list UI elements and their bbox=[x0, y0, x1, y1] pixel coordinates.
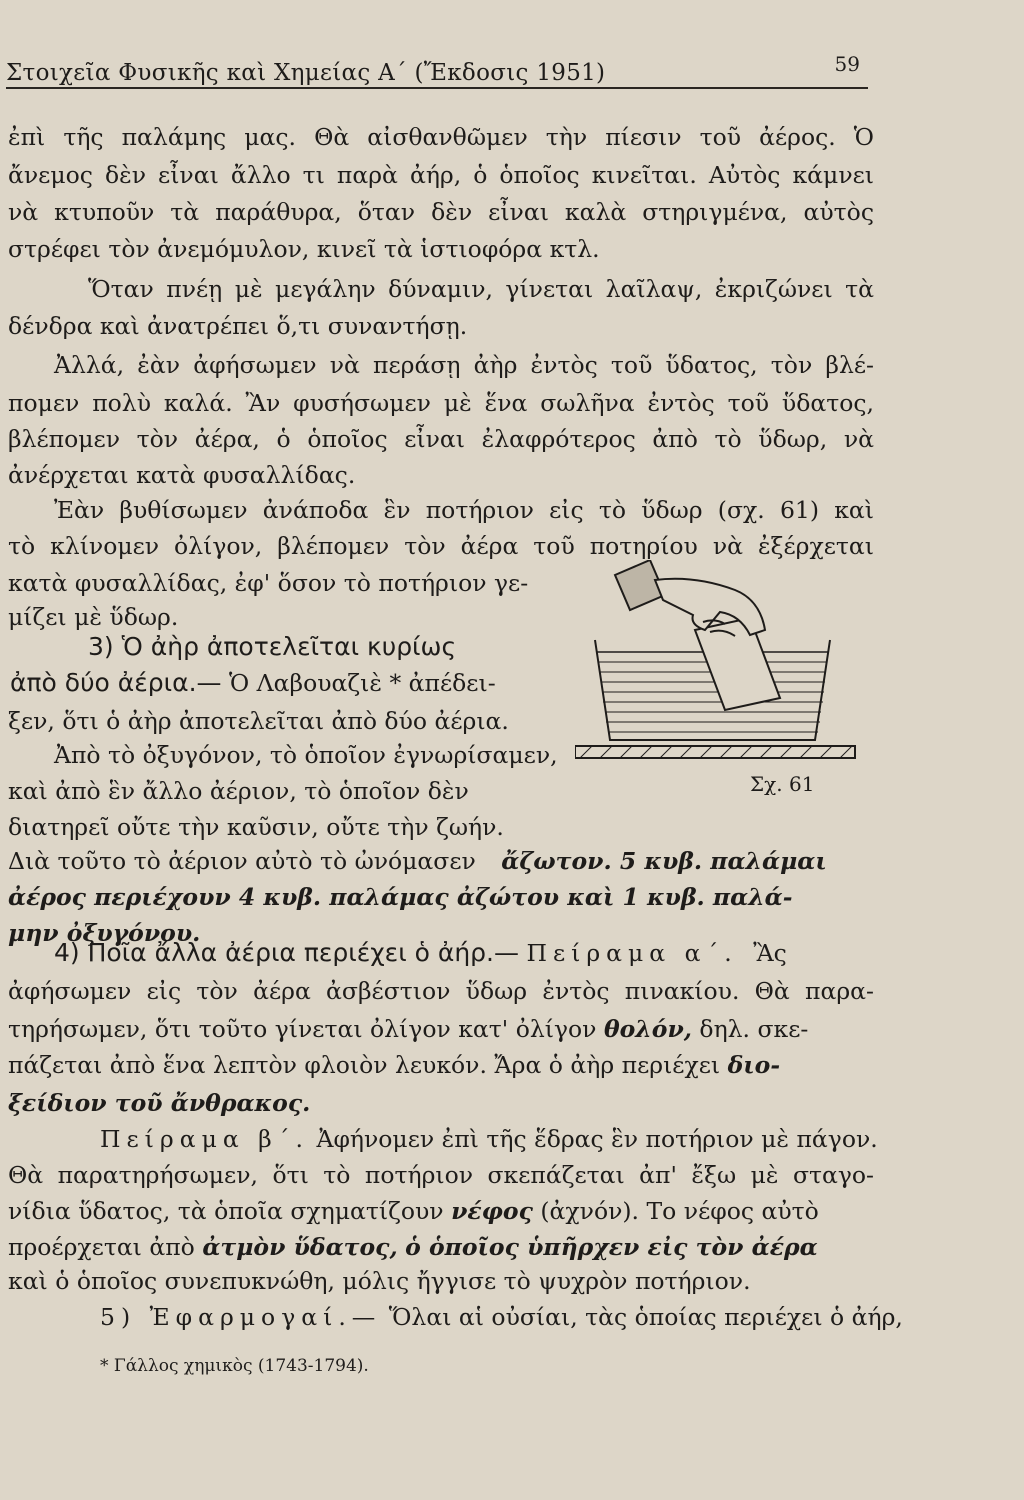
text-line: ξεν, ὅτι ὁ ἀὴρ ἀποτελεῖται ἀπὸ δύο ἀέρια. bbox=[8, 707, 509, 735]
text-line: δένδρα καὶ ἀνατρέπει ὅ,τι συναντήσῃ. bbox=[8, 312, 468, 340]
bold-line: μην ὀξυγόνου. bbox=[8, 919, 201, 947]
text-line: νὰ κτυποῦν τὰ παράθυρα, ὅταν δὲν εἶναι καλὰ στηριγμένα, αὐτὸς bbox=[8, 198, 874, 226]
text-line: κατὰ φυσαλλίδας, ἐφ' ὅσον τὸ ποτήριον γε- bbox=[8, 569, 529, 597]
text-span: νίδια ὕδατος, τὰ ὁποῖα σχηματίζουν bbox=[8, 1197, 444, 1225]
figure-caption: Σχ. 61 bbox=[750, 772, 815, 796]
text-span: Διὰ τοῦτο τὸ ἀέριον αὐτὸ τὸ ὠνόμασεν bbox=[8, 847, 476, 875]
text-line: Ἐὰν βυθίσωμεν ἀνάποδα ἓν ποτήριον εἰς τὸ ὕδωρ (σχ. 61) καὶ bbox=[54, 496, 874, 524]
text-line bbox=[8, 1050, 874, 1080]
text-line: ἀφήσωμεν εἰς τὸν ἀέρα ἀσβέστιον ὕδωρ ἐντὸς πινακίου. Θὰ παρα- bbox=[8, 977, 874, 1005]
section-heading-line bbox=[10, 668, 496, 698]
text-line bbox=[8, 846, 874, 876]
header-title: Στοιχεῖα Φυσικῆς καὶ Χημείας Α΄ (Ἔκδοσις 1951) bbox=[6, 60, 606, 86]
text-line bbox=[8, 1232, 874, 1262]
text-line: πομεν πολὺ καλά. Ἂν φυσήσωμεν μὲ ἕνα σωλῆνα ἐντὸς τοῦ ὕδατος, bbox=[8, 389, 874, 417]
text-line: τὸ κλίνομεν ὀλίγον, βλέπομεν τὸν ἀέρα τοῦ ποτηρίου νὰ ἐξέρχεται bbox=[8, 532, 874, 560]
section-heading: ἀπὸ δύο ἀέρια.— bbox=[10, 668, 222, 697]
text-line: στρέφει τὸν ἀνεμόμυλον, κινεῖ τὰ ἱστιοφόρα κτλ. bbox=[8, 235, 600, 263]
text-span: Ἀφήνομεν ἐπὶ τῆς ἕδρας ἓν ποτήριον μὲ πάγον. bbox=[316, 1125, 878, 1153]
text-line: Ἀπὸ τὸ ὀξυγόνον, τὸ ὁποῖον ἐγνωρίσαμεν, bbox=[54, 741, 558, 769]
bold-line: ξείδιον τοῦ ἄνθρακος. bbox=[8, 1089, 311, 1117]
text-line: διατηρεῖ οὔτε τὴν καῦσιν, οὔτε τὴν ζωήν. bbox=[8, 813, 504, 841]
text-span: Ὁ Λαβουαζιὲ * ἀπέδει- bbox=[229, 669, 496, 697]
text-line bbox=[8, 1196, 874, 1226]
bold-term: θολόν, bbox=[603, 1015, 692, 1043]
text-line bbox=[100, 1302, 903, 1332]
text-line: βλέπομεν τὸν ἀέρα, ὁ ὁποῖος εἶναι ἐλαφρότερος ἀπὸ τὸ ὕδωρ, νὰ bbox=[8, 425, 874, 453]
text-line: ἄνεμος δὲν εἶναι ἄλλο τι παρὰ ἀήρ, ὁ ὁποῖος κινεῖται. Αὐτὸς κάμνει bbox=[8, 161, 874, 189]
page-number: 59 bbox=[834, 52, 860, 76]
section-heading: 3) Ὁ ἀὴρ ἀποτελεῖται κυρίως bbox=[88, 632, 457, 661]
text-line bbox=[54, 938, 874, 968]
text-line: Ὅταν πνέῃ μὲ μεγάλην δύναμιν, γίνεται λαῖλαψ, ἐκριζώνει τὰ bbox=[88, 275, 874, 303]
bold-term: ἄζωτον. 5 κυβ. παλάμαι bbox=[501, 847, 827, 875]
section-heading: 5) Ἐφαρμογαί.— bbox=[100, 1303, 382, 1331]
bold-term: ἀτμὸν ὕδατος, bbox=[202, 1233, 398, 1261]
running-header bbox=[6, 52, 868, 94]
text-span: πάζεται ἀπὸ ἕνα λεπτὸν φλοιὸν λευκόν. Ἄρα ὁ ἀὴρ περιέχει bbox=[8, 1051, 721, 1079]
text-span: δηλ. σκε- bbox=[699, 1015, 809, 1043]
text-line: Θὰ παρατηρήσωμεν, ὅτι τὸ ποτήριον σκεπάζεται ἀπ' ἔξω μὲ σταγο- bbox=[8, 1161, 874, 1189]
text-line bbox=[8, 1014, 874, 1044]
footnote: * Γάλλος χημικὸς (1743-1794). bbox=[100, 1356, 369, 1376]
text-line: καὶ ὁ ὁποῖος συνεπυκνώθη, μόλις ἤγγισε τὸ ψυχρὸν ποτήριον. bbox=[8, 1267, 751, 1295]
text-span: Ἂς bbox=[753, 939, 787, 967]
text-span: (ἀχνόν). Το νέφος αὐτὸ bbox=[540, 1197, 819, 1225]
text-span: Ὅλαι αἱ οὐσίαι, τὰς ὁποίας περιέχει ὁ ἀήρ, bbox=[388, 1303, 903, 1331]
figure-glass-in-water bbox=[575, 560, 875, 780]
text-line: καὶ ἀπὸ ἓν ἄλλο ἀέριον, τὸ ὁποῖον δὲν bbox=[8, 777, 469, 805]
text-line: ἀνέρχεται κατὰ φυσαλλίδας. bbox=[8, 461, 356, 489]
bold-term: νέφος bbox=[451, 1197, 533, 1225]
bold-phrase: ὁ ὁποῖος ὑπῆρχεν εἰς τὸν ἀέρα bbox=[405, 1233, 818, 1261]
text-line: Ἀλλά, ἐὰν ἀφήσωμεν νὰ περάσῃ ἀὴρ ἐντὸς τοῦ ὕδατος, τὸν βλέ- bbox=[54, 351, 874, 379]
section-heading: 4) Ποῖα ἄλλα ἀέρια περιέχει ὁ ἀήρ.— bbox=[54, 938, 519, 967]
text-span: προέρχεται ἀπὸ bbox=[8, 1233, 195, 1261]
experiment-label: Πείραμα α΄. bbox=[526, 939, 738, 967]
experiment-label: Πείραμα β΄. bbox=[100, 1125, 309, 1153]
header-rule bbox=[6, 87, 868, 89]
text-line bbox=[100, 1124, 878, 1154]
text-line: ἐπὶ τῆς παλάμης μας. Θὰ αἰσθανθῶμεν τὴν πίεσιν τοῦ ἀέρος. Ὁ bbox=[8, 123, 874, 151]
text-line: μίζει μὲ ὕδωρ. bbox=[8, 603, 179, 631]
bold-term: διο- bbox=[727, 1051, 781, 1079]
text-span: τηρήσωμεν, ὅτι τοῦτο γίνεται ὀλίγον κατ' ὀλίγον bbox=[8, 1015, 597, 1043]
bold-line: ἀέρος περιέχουν 4 κυβ. παλάμας ἀζώτου καὶ 1 κυβ. παλά- bbox=[8, 883, 793, 911]
